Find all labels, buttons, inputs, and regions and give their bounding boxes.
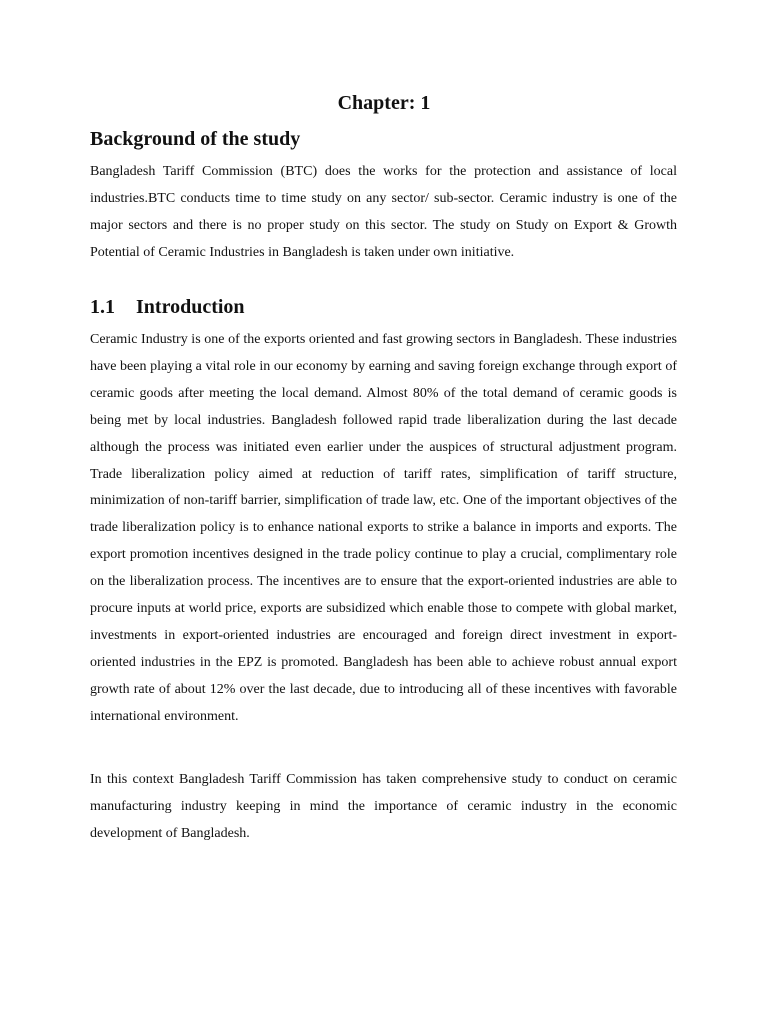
introduction-paragraph: Ceramic Industry is one of the exports oriented and fast growing sectors in Bangladesh. These industries have been playing a vital role in our economy by earning and saving foreign exchange through export of ceramic goods after meeting the local demand. Almost 80% of the total demand of ceramic goods is being met by local industries. Bangladesh followed rapid trade liberalization during the last decade although the process was initiated even earlier under the auspices of structural adjustment program. Trade liberalization policy aimed at reduction of tariff rates, simplification of tariff structure, minimization of non-tariff barrier, simplification of trade law, etc. One of the important objectives of the trade liberalization policy is to enhance national exports to strike a balance in imports and exports. The export promotion incentives designed in the trade policy continue to play a crucial, complimentary role on the liberalization process. The incentives are to ensure that the export-oriented industries are able to procure inputs at world price, exports are subsidized which enable those to compete with global market, investments in export-oriented industries are encouraged and foreign direct investment in export-oriented industries in the EPZ is promoted. Bangladesh has been able to achieve robust annual export growth rate of about 12% over the last decade, due to introducing all of these incentives with favorable international environment. [90,332,677,724]
background-paragraph: Bangladesh Tariff Commission (BTC) does the works for the protection and assistance of local industries.BTC conducts time to time study on any sector/ sub-sector. Ceramic industry is one of the major sectors and there is no proper study on this sector. The study on Study on Export & Growth Potential of Ceramic Industries in Bangladesh is taken under own initiative. [90,164,677,260]
section-title: Introduction [136,296,245,318]
introduction-heading [90,296,245,319]
context-paragraph: In this context Bangladesh Tariff Commission has taken comprehensive study to conduct on ceramic manufacturing industry keeping in mind the importance of ceramic industry in the economic development of Bangladesh. [90,772,677,841]
background-heading: Background of the study [90,128,301,150]
section-number: 1.1 [90,296,115,318]
chapter-title: Chapter: 1 [337,92,431,114]
